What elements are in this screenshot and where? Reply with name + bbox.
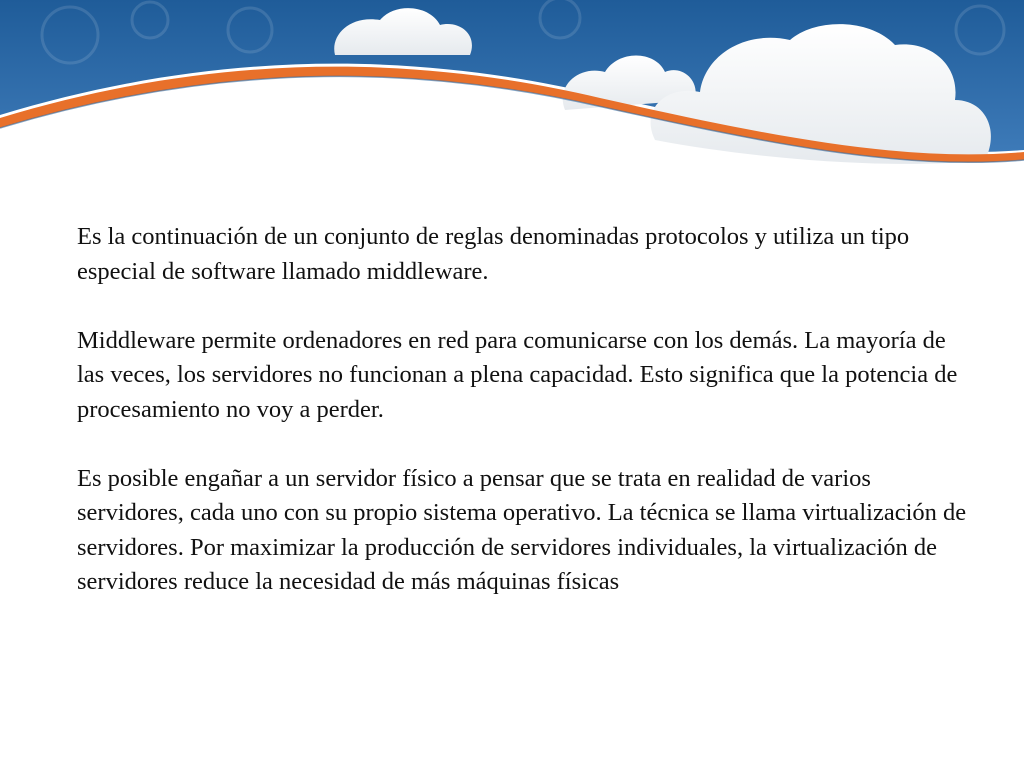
paragraph-2: Middleware permite ordenadores en red para comunicarse con los demás. La mayoría de las veces, los servidores no funcionan a plena capacidad. Esto significa que la potencia de procesamiento no voy a perder.: [77, 326, 958, 423]
paragraph-3: Es posible engañar a un servidor físico a pensar que se trata en realidad de varios servidores, cada uno con su propio sistema operativo. La técnica se llama virtualización de servidores. Por maximizar la producción de servidores individuales, la virtualización de servidores reduce la necesidad de más máquinas físicas: [77, 464, 967, 595]
sky-cloud-banner: [0, 0, 1024, 180]
paragraph-1: Es la continuación de un conjunto de reglas denominadas protocolos y utiliza un tipo especial de software llamado middleware.: [77, 223, 910, 285]
slide-body: [77, 220, 977, 600]
